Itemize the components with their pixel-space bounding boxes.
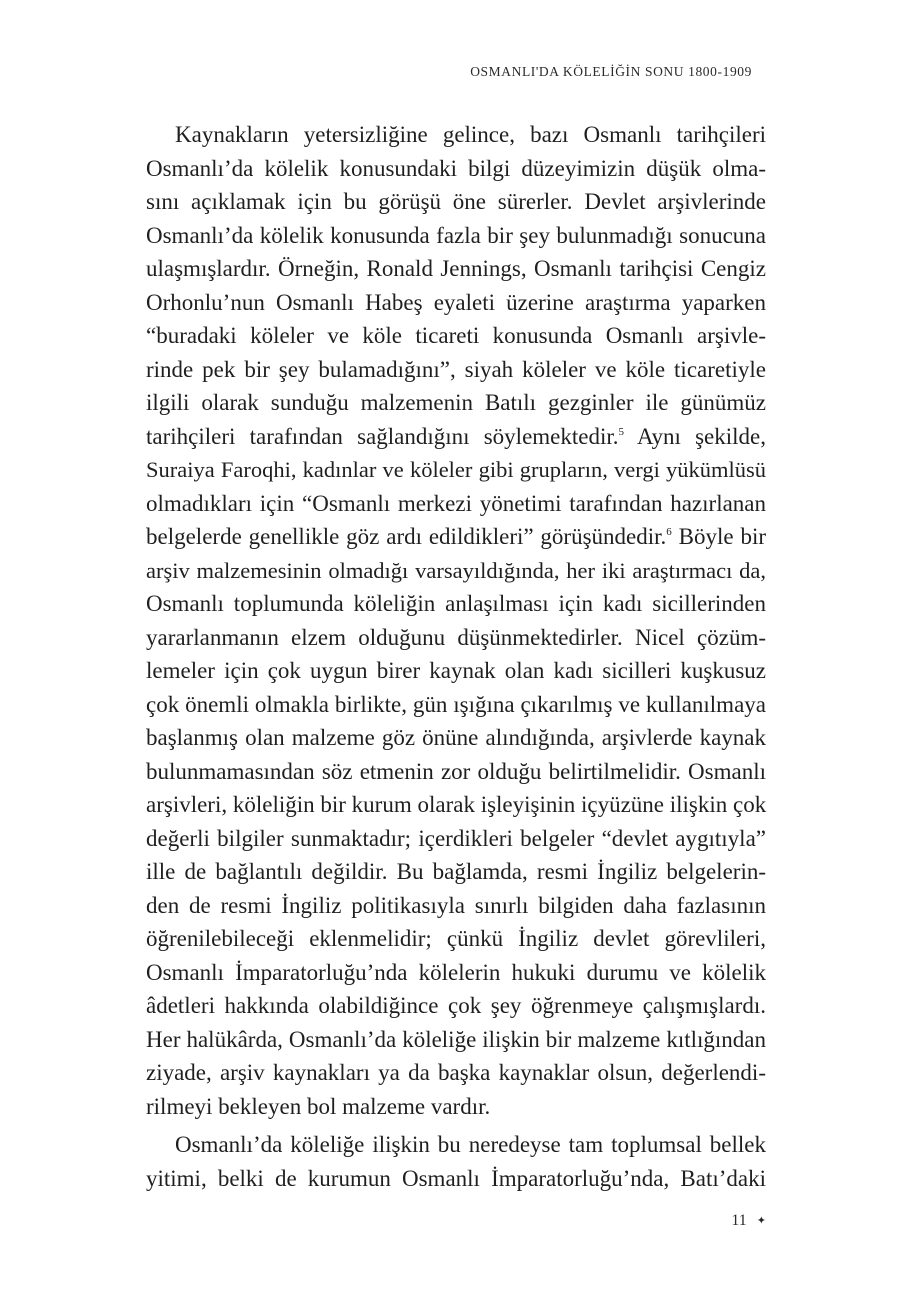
text-segment: belgelerde genellikle göz ardı edildikleri” görüşündedir. <box>146 524 667 549</box>
text-line-with-footnote <box>146 420 766 454</box>
text-line: Osmanlı toplumunda köleliğin anlaşılması için kadı sicillerinden <box>146 591 766 616</box>
text-line: rinde pek bir şey bulamadığını”, siyah köleler ve köle ticaretiyle <box>146 356 766 382</box>
text-line: yitimi, belki de kurumun Osmanlı İmparatorluğu’nda, Batı’daki <box>146 1165 766 1191</box>
text-line: yararlanmanın elzem olduğunu düşünmektedirler. Nicel çözüm- <box>146 624 766 650</box>
text-line: olmadıkları için “Osmanlı merkezi yönetimi tarafından hazırlanan <box>146 490 766 516</box>
footnote-marker: 6 <box>666 526 672 538</box>
text-line: Osmanlı İmparatorluğu’nda kölelerin hukuki durumu ve kölelik <box>146 959 766 985</box>
text-line: ziyade, arşiv kaynakları ya da başka kaynaklar olsun, değerlendi- <box>146 1060 766 1085</box>
text-line: Kaynakların yetersizliğine gelince, bazı Osmanlı tarihçileri <box>175 122 766 147</box>
text-line: bulunmamasından söz etmenin zor olduğu belirtilmelidir. Osmanlı <box>146 758 766 784</box>
text-line: çok önemli olmakla birlikte, gün ışığına çıkarılmış ve kullanılmaya <box>146 691 766 717</box>
text-segment: Böyle bir <box>671 524 766 549</box>
text-line: ilgili olarak sunduğu malzemenin Batılı gezginler ile günümüz <box>146 390 766 415</box>
text-line: Osmanlı’da kölelik konusundaki bilgi düzeyimizin düşük olma- <box>146 155 766 181</box>
text-line: Her halükârda, Osmanlı’da köleliğe ilişkin bir malzeme kıtlığından <box>146 1026 766 1052</box>
page-number: 11 <box>731 1212 747 1229</box>
body-text <box>146 118 766 1195</box>
page-footer <box>731 1212 766 1230</box>
text-line: arşivleri, köleliğin bir kurum olarak işleyişinin içyüzüne ilişkin çok <box>146 792 767 817</box>
text-line: başlanmış olan malzeme göz önüne alındığında, arşivlerde kaynak <box>146 725 766 750</box>
text-line: Osmanlı’da köleliğe ilişkin bu neredeyse tam toplumsal bellek <box>175 1132 766 1157</box>
text-line: Osmanlı’da kölelik konusunda fazla bir şey bulunmadığı sonucuna <box>146 222 766 248</box>
text-segment: tarihçileri tarafından sağlandığını söylemektedir. <box>146 423 619 449</box>
text-line: Suraiya Faroqhi, kadınlar ve köleler gibi grupların, vergi yükümlüsü <box>146 457 766 482</box>
text-line-with-footnote <box>146 520 766 554</box>
text-line: değerli bilgiler sunmaktadır; içerdikleri belgeler “devlet aygıtıyla” <box>146 825 766 851</box>
footnote-marker: 5 <box>618 425 625 438</box>
text-line: arşiv malzemesinin olmadığı varsayıldığında, her iki araştırmacı da, <box>146 557 766 583</box>
text-segment: Aynı şekilde, <box>624 423 766 449</box>
diamond-ornament-icon: ✦ <box>756 1214 766 1227</box>
text-line: ille de bağlantılı değildir. Bu bağlamda, resmi İngiliz belgelerin- <box>146 859 766 884</box>
text-line: Orhonlu’nun Osmanlı Habeş eyaleti üzerine araştırma yaparken <box>146 289 766 315</box>
text-line: “buradaki köleler ve köle ticareti konusunda Osmanlı arşivle- <box>146 323 766 348</box>
text-line: âdetleri hakkında olabildiğince çok şey öğrenmeye çalışmışlardı. <box>146 993 766 1018</box>
text-line: rilmeyi bekleyen bol malzeme vardır. <box>146 1093 491 1119</box>
text-line: sını açıklamak için bu görüşü öne sürerler. Devlet arşivlerinde <box>146 189 766 214</box>
running-header: OSMANLI'DA KÖLELİĞİN SONU 1800-1909 <box>470 64 752 79</box>
text-line: ulaşmışlardır. Örneğin, Ronald Jennings, Osmanlı tarihçisi Cengiz <box>146 256 766 281</box>
text-line: den de resmi İngiliz politikasıyla sınırlı bilgiden daha fazlasının <box>146 892 766 918</box>
text-line: lemeler için çok uygun birer kaynak olan kadı sicilleri kuşkusuz <box>146 658 766 683</box>
text-line: öğrenilebileceği eklenmelidir; çünkü İngiliz devlet görevlileri, <box>146 926 766 951</box>
